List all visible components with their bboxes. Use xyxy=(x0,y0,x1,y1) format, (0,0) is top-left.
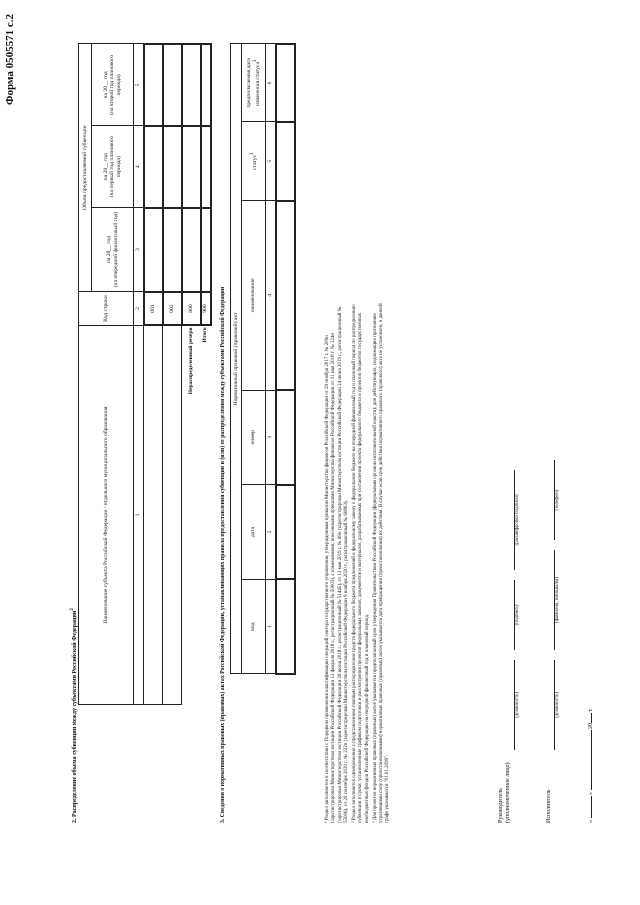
colnum-2: 2 xyxy=(134,292,144,326)
row-value-year2[interactable] xyxy=(201,126,211,208)
header-date-change-label: предполагаемая дата изменения статуса xyxy=(246,58,261,108)
row-value-year2[interactable] xyxy=(144,126,163,208)
row-name-reserve: Нераспределенный резерв xyxy=(188,327,195,395)
header-status-sup: 3 xyxy=(249,152,255,155)
row-value-year3[interactable] xyxy=(182,44,201,126)
cell-date[interactable] xyxy=(276,485,295,580)
header-year2-label: на 20__ год xyxy=(103,153,110,181)
row-name-total: Итого xyxy=(202,327,209,343)
head-signature-field[interactable] xyxy=(506,580,520,650)
colnum-6: 6 xyxy=(266,44,276,122)
header-subject-name: Наименование субъекта Российской Федерации / отдельного муниципального образования xyxy=(79,325,134,704)
fio-caption: (фамилия, инициалы) xyxy=(555,576,560,624)
executor-position-caption: (должность) xyxy=(555,691,560,719)
signature-line xyxy=(546,460,555,540)
row-value-year3[interactable] xyxy=(163,44,182,126)
header-year1-sub: (на очередной финансовый год) xyxy=(112,211,119,288)
cell-number[interactable] xyxy=(276,390,295,485)
row-value-year2[interactable] xyxy=(163,126,182,208)
row-code: 900 xyxy=(201,292,211,326)
head-label-line1: Руководитель xyxy=(498,788,504,823)
colnum-1: 1 xyxy=(266,579,276,674)
signature-line xyxy=(546,660,555,750)
row-code: 800 xyxy=(182,292,201,326)
section3-title: 3. Сведения о нормативных правовых (правовых) актах Российской Федерации, устанавливающих правила предоставления субвенции и (или) ее распределения между субъектами Российской Федерации xyxy=(220,286,226,823)
date-day-field[interactable] xyxy=(591,797,592,819)
executor-position-field[interactable] xyxy=(546,660,560,750)
header-year3 xyxy=(92,44,134,126)
section2-title-sup: 2 xyxy=(70,608,75,611)
header-date: дата xyxy=(242,485,266,580)
header-year1 xyxy=(92,208,134,292)
table-row xyxy=(144,44,163,705)
header-year1-label: на 20__ год xyxy=(106,236,113,264)
row-value-year3[interactable] xyxy=(201,44,211,126)
table-row xyxy=(163,44,182,705)
head-position-field[interactable] xyxy=(506,660,520,750)
executor-phone-field[interactable] xyxy=(546,460,560,540)
row-value-year1[interactable] xyxy=(182,208,201,292)
executor-label: Исполнитель xyxy=(546,789,552,823)
date-year-suffix: г. xyxy=(588,708,594,712)
table-row xyxy=(182,44,201,705)
signature-line xyxy=(506,660,515,750)
date-quote-close: » xyxy=(588,792,594,795)
executor-fio-field[interactable] xyxy=(546,550,560,650)
signature-line xyxy=(506,580,515,650)
row-value-year2[interactable] xyxy=(182,126,201,208)
row-value-year3[interactable] xyxy=(144,44,163,126)
date-month-field[interactable] xyxy=(591,731,592,791)
footnotes xyxy=(325,263,392,823)
phone-caption: (телефон) xyxy=(555,489,560,511)
header-status xyxy=(242,122,266,201)
colnum-4: 4 xyxy=(266,201,276,390)
head-label xyxy=(498,762,512,823)
header-year2 xyxy=(92,126,134,208)
row-value-year1[interactable] xyxy=(201,208,211,292)
date-year-field[interactable] xyxy=(591,713,592,723)
position-caption: (должность) xyxy=(515,691,520,719)
header-status-label: статус xyxy=(251,154,258,170)
section3-table xyxy=(230,43,296,675)
form-code: Форма 0505571 с.2 xyxy=(4,14,16,105)
colnum-3: 3 xyxy=(266,390,276,485)
row-code: 001 xyxy=(144,292,163,326)
table-row xyxy=(201,44,211,705)
section2-table xyxy=(78,43,212,705)
row-value-year1[interactable] xyxy=(163,208,182,292)
row-value-year1[interactable] xyxy=(144,208,163,292)
section2-title-text: 2. Распределение объема субвенции между субъектами Российской Федерации xyxy=(72,610,78,823)
signature-caption: (подпись) xyxy=(515,604,520,626)
cell-status[interactable] xyxy=(276,122,295,201)
date-year-prefix: 20 xyxy=(588,723,594,729)
header-line-code: Код строки xyxy=(79,292,134,326)
colnum-1: 1 xyxy=(134,325,144,704)
header-number: номер xyxy=(242,390,266,485)
cell-vid[interactable] xyxy=(276,579,295,674)
row-name[interactable] xyxy=(144,325,163,704)
header-year2-sub: (на первый год планового периода) xyxy=(109,136,122,198)
signature-line xyxy=(546,550,555,650)
header-year3-label: на 20__ год xyxy=(103,71,110,99)
header-date-change xyxy=(242,44,266,122)
head-label-line2: (уполномоченное лицо) xyxy=(504,762,511,823)
header-legal-act: Нормативный правовой (правовой) акт xyxy=(231,44,242,674)
header-vid: вид xyxy=(242,579,266,674)
colnum-3: 3 xyxy=(134,208,144,292)
head-decode-field[interactable] xyxy=(506,470,520,570)
colnum-2: 2 xyxy=(266,485,276,580)
table-row xyxy=(276,44,295,674)
header-naim: наименование xyxy=(242,201,266,390)
row-code: 002 xyxy=(163,292,182,326)
decode-caption: (расшифровка подписи) xyxy=(515,494,520,546)
date-line xyxy=(588,708,595,823)
cell-date-change[interactable] xyxy=(276,44,295,122)
date-quote-open: « xyxy=(588,820,594,823)
row-name[interactable] xyxy=(163,325,182,704)
footnote-1: ¹ Раздел заполняется в соответствии с Порядком применения классификации операций сектора государственного управления, утвержденным приказом Министерства финансов Российской Федерации от 29 ноября 2017 г. № 209н (зарегистрирован Министерством юстиции Российской Федерации 12 февраля 2018 г., регистрационный № 50003), с изменениями, внесенными приказами Министерства финансов Российской Федерации от 31 мая 2018 г. № 124н (зарегистрирован Министерством юстиции Российской Федерации 26 июня 2018 г., регистрационный № 51445), от 13 мая 2019 г. № 69н (зарегистрирован Министерством юстиции Российской Федерации 24 июня 2019 г., регистрационный № 55006), от 29 сентября 2020 г. № 222н (зарегистрирован Министерством юстиции Российской Федерации 9 ноября 2020 г., регистрационный № 60803). xyxy=(325,306,349,823)
footnote-2: ² Раздел заполняется одновременно с представлением главным распорядителем средств федерального бюджета предложений к федеральному закону о федеральном бюджете на очередной финансовый год и плановый период по распределению субвенции в сроки, установленные графиком подготовки и рассмотрения проектов федеральных законов, документов и материалов, разрабатываемых при составлении проекта федерального бюджета и проектов бюджетов государственных внебюджетных фондов Российской Федерации на очередной финансовый год и плановый период. xyxy=(352,304,370,823)
header-year3-sub: (на второй год планового периода) xyxy=(109,55,122,115)
signature-line xyxy=(506,470,515,570)
header-volume: Объем предоставляемой субвенции xyxy=(79,44,92,292)
cell-naim[interactable] xyxy=(276,201,295,390)
colnum-4: 4 xyxy=(134,126,144,208)
colnum-5: 5 xyxy=(134,44,144,126)
colnum-5: 5 xyxy=(266,122,276,201)
footnote-3: ³ Для проектов нормативных правовых (правовых) актов указывается предполагаемый срок утверждения Правительством Российской Федерации (федеральным органом исполнительной власти); для действующих, подлежащих признанию утратившими силу (приостановленными) нормативных правовых (правовых) актов указывается дата прекращения (приостановления) их действия. В случае если срок действия нормативного правового (правового) акта не установлен, в данной графе указывается "01.01.2099". xyxy=(372,303,391,823)
header-date-change-sup: 3 xyxy=(252,59,258,63)
